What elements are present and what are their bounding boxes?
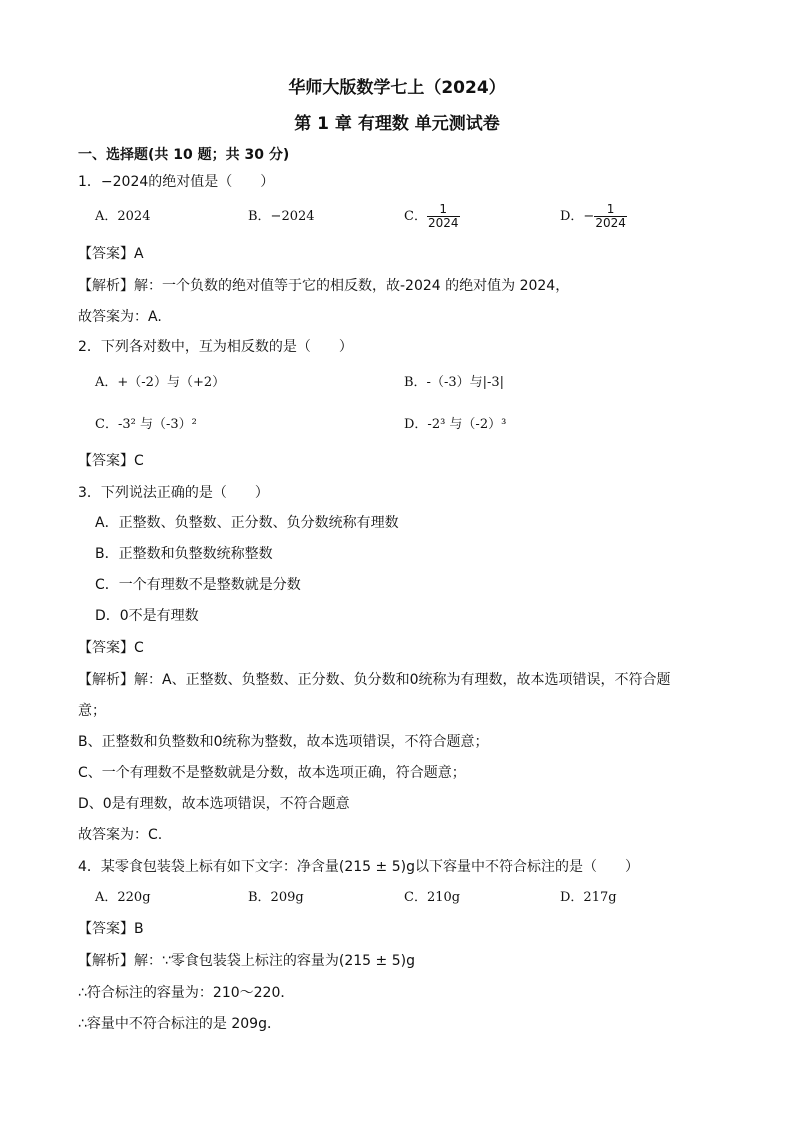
question-3-analysis-line-2: 意；	[78, 703, 106, 719]
question-1-conclusion: 故答案为：A.	[78, 309, 162, 325]
question-4-stem: 4．某零食包装袋上标有如下文字：净含量(215 ± 5)g以下容量中不符合标注的是（ ）	[78, 859, 639, 875]
question-3-answer: 【答案】C	[78, 640, 144, 656]
question-3-option-d: D．0不是有理数	[95, 608, 199, 624]
question-3-analysis-line-4: C、一个有理数不是整数就是分数，故本选项正确，符合题意；	[78, 765, 466, 781]
question-2-option-b: B．-（-3）与|-3|	[404, 375, 505, 390]
fraction-numerator: 1	[439, 202, 448, 216]
question-1-option-c	[404, 203, 460, 231]
question-2-option-d: D．-2³ 与（-2）³	[404, 417, 507, 432]
question-4-analysis-line-3: ∴容量中不符合标注的是 209g．	[78, 1016, 281, 1032]
document-subtitle: 第 1 章 有理数 单元测试卷	[294, 114, 500, 134]
question-2-answer: 【答案】C	[78, 453, 144, 469]
question-3-analysis-line-3: B、正整数和负整数和0统称为整数，故本选项错误，不符合题意；	[78, 734, 489, 750]
question-4-analysis-line-1: 【解析】解：∵零食包装袋上标注的容量为(215 ± 5)g	[78, 953, 415, 969]
fraction-denominator: 2024	[427, 216, 459, 230]
question-1-option-d	[560, 203, 627, 231]
question-1-option-c-label: C．	[404, 209, 427, 224]
fraction-numerator: 1	[606, 202, 615, 216]
section-heading: 一、选择题(共 10 题；共 30 分)	[78, 147, 290, 163]
question-2-option-c: C．-3² 与（-3）²	[95, 417, 197, 432]
question-3-analysis-line-5: D、0是有理数，故本选项错误，不符合题意	[78, 796, 350, 812]
question-4-answer: 【答案】B	[78, 921, 144, 937]
question-1-option-b: B．−2024	[248, 209, 315, 224]
question-1-option-c-fraction	[427, 203, 460, 230]
question-1-option-a: A．2024	[95, 209, 151, 224]
question-1-option-d-fraction	[594, 203, 627, 230]
question-4-option-a: A．220g	[95, 890, 151, 905]
question-3-option-c: C．一个有理数不是整数就是分数	[95, 577, 301, 593]
question-1-option-d-label: D．−	[560, 209, 595, 224]
question-3-analysis-line-1: 【解析】解：A、正整数、负整数、正分数、负分数和0统称为有理数，故本选项错误，不符合题	[78, 672, 671, 688]
question-2-stem: 2．下列各对数中，互为相反数的是（ ）	[78, 339, 353, 355]
question-3-stem: 3．下列说法正确的是（ ）	[78, 485, 269, 501]
question-4-option-d: D．217g	[560, 890, 617, 905]
question-2-option-a: A．+（-2）与（+2）	[95, 375, 226, 390]
question-1-analysis: 【解析】解：一个负数的绝对值等于它的相反数，故-2024 的绝对值为 2024，	[78, 278, 570, 294]
question-1-answer: 【答案】A	[78, 246, 144, 262]
fraction-denominator: 2024	[595, 216, 626, 230]
question-4-option-b: B．209g	[248, 890, 304, 905]
document-title: 华师大版数学七上（2024）	[288, 78, 506, 98]
question-1-stem: 1．−2024的绝对值是（ ）	[78, 174, 275, 190]
question-4-analysis-line-2: ∴符合标注的容量为：210～220．	[78, 985, 295, 1001]
question-4-option-c: C．210g	[404, 890, 461, 905]
question-3-conclusion: 故答案为：C.	[78, 827, 163, 843]
question-3-option-a: A．正整数、负整数、正分数、负分数统称有理数	[95, 515, 399, 531]
question-3-option-b: B．正整数和负整数统称整数	[95, 546, 273, 562]
